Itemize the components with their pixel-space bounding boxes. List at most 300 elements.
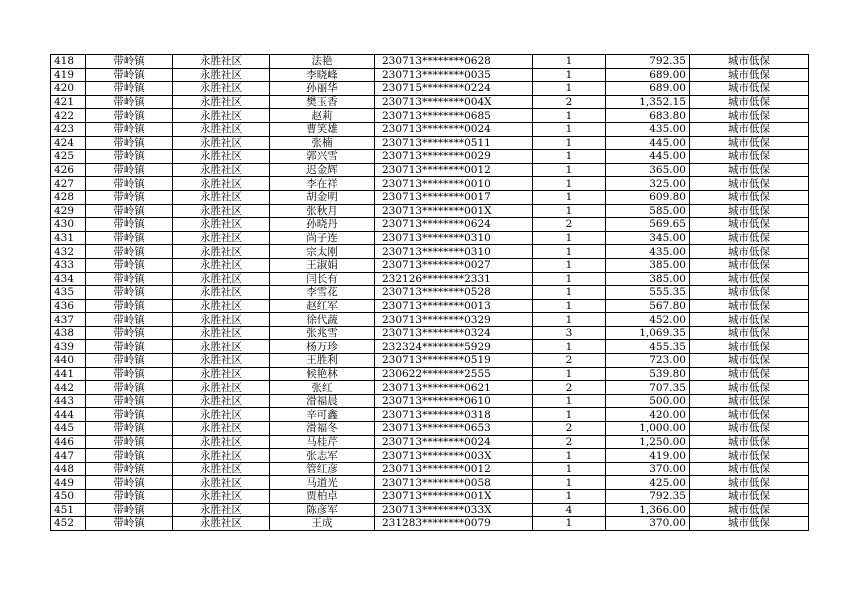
town-cell: 带岭镇 <box>86 109 173 123</box>
row-number-cell: 449 <box>51 476 86 490</box>
category-cell: 城市低保 <box>690 136 809 150</box>
name-cell: 李在祥 <box>270 177 375 191</box>
community-cell: 永胜社区 <box>173 476 270 490</box>
category-cell: 城市低保 <box>690 82 809 96</box>
name-cell: 马道光 <box>270 476 375 490</box>
category-cell: 城市低保 <box>690 367 809 381</box>
table-row <box>51 462 809 476</box>
id-number-cell: 230713********0628 <box>375 55 533 69</box>
town-cell: 带岭镇 <box>86 517 173 531</box>
row-number-cell: 437 <box>51 313 86 327</box>
town-cell: 带岭镇 <box>86 258 173 272</box>
name-cell: 王淑娟 <box>270 258 375 272</box>
table-row <box>51 517 809 531</box>
amount-cell: 567.80 <box>606 299 690 313</box>
amount-cell: 500.00 <box>606 394 690 408</box>
household-size-cell: 1 <box>533 109 606 123</box>
id-number-cell: 230713********0310 <box>375 231 533 245</box>
name-cell: 徐代蔬 <box>270 313 375 327</box>
category-cell: 城市低保 <box>690 258 809 272</box>
category-cell: 城市低保 <box>690 150 809 164</box>
name-cell: 李雪花 <box>270 286 375 300</box>
amount-cell: 385.00 <box>606 272 690 286</box>
category-cell: 城市低保 <box>690 272 809 286</box>
id-number-cell: 230713********0318 <box>375 408 533 422</box>
table-body <box>51 55 809 531</box>
town-cell: 带岭镇 <box>86 82 173 96</box>
town-cell: 带岭镇 <box>86 177 173 191</box>
community-cell: 永胜社区 <box>173 122 270 136</box>
row-number-cell: 419 <box>51 68 86 82</box>
row-number-cell: 425 <box>51 150 86 164</box>
table-row <box>51 313 809 327</box>
table-row <box>51 394 809 408</box>
category-cell: 城市低保 <box>690 422 809 436</box>
community-cell: 永胜社区 <box>173 422 270 436</box>
id-number-cell: 230622********2555 <box>375 367 533 381</box>
id-number-cell: 230713********0624 <box>375 218 533 232</box>
row-number-cell: 420 <box>51 82 86 96</box>
amount-cell: 1,069.35 <box>606 326 690 340</box>
household-size-cell: 1 <box>533 449 606 463</box>
community-cell: 永胜社区 <box>173 245 270 259</box>
town-cell: 带岭镇 <box>86 95 173 109</box>
table-row <box>51 150 809 164</box>
household-size-cell: 1 <box>533 258 606 272</box>
community-cell: 永胜社区 <box>173 408 270 422</box>
table-row <box>51 299 809 313</box>
town-cell: 带岭镇 <box>86 394 173 408</box>
community-cell: 永胜社区 <box>173 163 270 177</box>
table-row <box>51 435 809 449</box>
community-cell: 永胜社区 <box>173 82 270 96</box>
id-number-cell: 230713********0012 <box>375 462 533 476</box>
row-number-cell: 423 <box>51 122 86 136</box>
household-size-cell: 1 <box>533 204 606 218</box>
name-cell: 张红 <box>270 381 375 395</box>
amount-cell: 445.00 <box>606 136 690 150</box>
id-number-cell: 230713********0610 <box>375 394 533 408</box>
amount-cell: 792.35 <box>606 55 690 69</box>
table-row <box>51 490 809 504</box>
table-row <box>51 109 809 123</box>
category-cell: 城市低保 <box>690 462 809 476</box>
category-cell: 城市低保 <box>690 449 809 463</box>
id-number-cell: 230713********0010 <box>375 177 533 191</box>
household-size-cell: 1 <box>533 136 606 150</box>
amount-cell: 1,000.00 <box>606 422 690 436</box>
id-number-cell: 230713********0027 <box>375 258 533 272</box>
amount-cell: 425.00 <box>606 476 690 490</box>
name-cell: 郭兴雪 <box>270 150 375 164</box>
category-cell: 城市低保 <box>690 163 809 177</box>
town-cell: 带岭镇 <box>86 462 173 476</box>
category-cell: 城市低保 <box>690 313 809 327</box>
community-cell: 永胜社区 <box>173 136 270 150</box>
category-cell: 城市低保 <box>690 204 809 218</box>
household-size-cell: 2 <box>533 95 606 109</box>
community-cell: 永胜社区 <box>173 340 270 354</box>
name-cell: 马桂芹 <box>270 435 375 449</box>
name-cell: 樊玉香 <box>270 95 375 109</box>
row-number-cell: 451 <box>51 503 86 517</box>
household-size-cell: 2 <box>533 422 606 436</box>
community-cell: 永胜社区 <box>173 272 270 286</box>
row-number-cell: 422 <box>51 109 86 123</box>
name-cell: 闫长有 <box>270 272 375 286</box>
amount-cell: 585.00 <box>606 204 690 218</box>
table-row <box>51 55 809 69</box>
id-number-cell: 230713********0528 <box>375 286 533 300</box>
town-cell: 带岭镇 <box>86 367 173 381</box>
amount-cell: 419.00 <box>606 449 690 463</box>
town-cell: 带岭镇 <box>86 422 173 436</box>
amount-cell: 435.00 <box>606 122 690 136</box>
category-cell: 城市低保 <box>690 55 809 69</box>
table-row <box>51 68 809 82</box>
table-row <box>51 340 809 354</box>
household-size-cell: 1 <box>533 394 606 408</box>
table-row <box>51 326 809 340</box>
household-size-cell: 1 <box>533 490 606 504</box>
amount-cell: 370.00 <box>606 462 690 476</box>
name-cell: 管红彦 <box>270 462 375 476</box>
category-cell: 城市低保 <box>690 394 809 408</box>
table-row <box>51 381 809 395</box>
household-size-cell: 1 <box>533 245 606 259</box>
amount-cell: 707.35 <box>606 381 690 395</box>
id-number-cell: 230713********0621 <box>375 381 533 395</box>
row-number-cell: 435 <box>51 286 86 300</box>
household-size-cell: 1 <box>533 163 606 177</box>
name-cell: 陈彦军 <box>270 503 375 517</box>
household-size-cell: 1 <box>533 122 606 136</box>
community-cell: 永胜社区 <box>173 299 270 313</box>
table-row <box>51 286 809 300</box>
category-cell: 城市低保 <box>690 122 809 136</box>
row-number-cell: 438 <box>51 326 86 340</box>
category-cell: 城市低保 <box>690 503 809 517</box>
name-cell: 候艳林 <box>270 367 375 381</box>
row-number-cell: 424 <box>51 136 86 150</box>
id-number-cell: 230713********0329 <box>375 313 533 327</box>
community-cell: 永胜社区 <box>173 394 270 408</box>
community-cell: 永胜社区 <box>173 354 270 368</box>
category-cell: 城市低保 <box>690 95 809 109</box>
household-size-cell: 1 <box>533 462 606 476</box>
household-size-cell: 1 <box>533 476 606 490</box>
row-number-cell: 442 <box>51 381 86 395</box>
household-size-cell: 1 <box>533 82 606 96</box>
id-number-cell: 230713********001X <box>375 204 533 218</box>
table-row <box>51 367 809 381</box>
amount-cell: 1,250.00 <box>606 435 690 449</box>
id-number-cell: 230713********0310 <box>375 245 533 259</box>
amount-cell: 385.00 <box>606 258 690 272</box>
town-cell: 带岭镇 <box>86 340 173 354</box>
table-row <box>51 408 809 422</box>
household-size-cell: 1 <box>533 367 606 381</box>
community-cell: 永胜社区 <box>173 449 270 463</box>
id-number-cell: 230713********0035 <box>375 68 533 82</box>
category-cell: 城市低保 <box>690 218 809 232</box>
category-cell: 城市低保 <box>690 299 809 313</box>
town-cell: 带岭镇 <box>86 190 173 204</box>
community-cell: 永胜社区 <box>173 231 270 245</box>
household-size-cell: 1 <box>533 299 606 313</box>
category-cell: 城市低保 <box>690 109 809 123</box>
id-number-cell: 230713********0685 <box>375 109 533 123</box>
community-cell: 永胜社区 <box>173 258 270 272</box>
id-number-cell: 230713********0519 <box>375 354 533 368</box>
household-size-cell: 1 <box>533 190 606 204</box>
name-cell: 王胜利 <box>270 354 375 368</box>
table-row <box>51 204 809 218</box>
amount-cell: 609.80 <box>606 190 690 204</box>
id-number-cell: 230713********003X <box>375 449 533 463</box>
community-cell: 永胜社区 <box>173 503 270 517</box>
row-number-cell: 444 <box>51 408 86 422</box>
community-cell: 永胜社区 <box>173 313 270 327</box>
row-number-cell: 421 <box>51 95 86 109</box>
category-cell: 城市低保 <box>690 326 809 340</box>
table-row <box>51 245 809 259</box>
town-cell: 带岭镇 <box>86 476 173 490</box>
name-cell: 辛可鑫 <box>270 408 375 422</box>
table-row <box>51 163 809 177</box>
row-number-cell: 436 <box>51 299 86 313</box>
name-cell: 张兆雪 <box>270 326 375 340</box>
town-cell: 带岭镇 <box>86 326 173 340</box>
row-number-cell: 452 <box>51 517 86 531</box>
household-size-cell: 1 <box>533 313 606 327</box>
category-cell: 城市低保 <box>690 476 809 490</box>
id-number-cell: 230713********033X <box>375 503 533 517</box>
row-number-cell: 429 <box>51 204 86 218</box>
amount-cell: 539.80 <box>606 367 690 381</box>
household-size-cell: 1 <box>533 55 606 69</box>
amount-cell: 452.00 <box>606 313 690 327</box>
name-cell: 王成 <box>270 517 375 531</box>
community-cell: 永胜社区 <box>173 68 270 82</box>
amount-cell: 683.80 <box>606 109 690 123</box>
amount-cell: 420.00 <box>606 408 690 422</box>
id-number-cell: 230713********0058 <box>375 476 533 490</box>
household-size-cell: 2 <box>533 435 606 449</box>
household-size-cell: 4 <box>533 503 606 517</box>
table-row <box>51 231 809 245</box>
row-number-cell: 431 <box>51 231 86 245</box>
name-cell: 赵莉 <box>270 109 375 123</box>
household-size-cell: 1 <box>533 408 606 422</box>
category-cell: 城市低保 <box>690 68 809 82</box>
name-cell: 法艳 <box>270 55 375 69</box>
table-row <box>51 449 809 463</box>
name-cell: 胡金明 <box>270 190 375 204</box>
id-number-cell: 231283********0079 <box>375 517 533 531</box>
town-cell: 带岭镇 <box>86 204 173 218</box>
id-number-cell: 230713********001X <box>375 490 533 504</box>
household-size-cell: 2 <box>533 354 606 368</box>
amount-cell: 792.35 <box>606 490 690 504</box>
row-number-cell: 447 <box>51 449 86 463</box>
table-row <box>51 177 809 191</box>
id-number-cell: 230713********0324 <box>375 326 533 340</box>
id-number-cell: 230713********0017 <box>375 190 533 204</box>
household-size-cell: 1 <box>533 177 606 191</box>
table-row <box>51 272 809 286</box>
name-cell: 滑福晨 <box>270 394 375 408</box>
community-cell: 永胜社区 <box>173 367 270 381</box>
id-number-cell: 230713********0024 <box>375 435 533 449</box>
household-size-cell: 1 <box>533 272 606 286</box>
community-cell: 永胜社区 <box>173 190 270 204</box>
id-number-cell: 230713********0013 <box>375 299 533 313</box>
name-cell: 滑福冬 <box>270 422 375 436</box>
name-cell: 尚子连 <box>270 231 375 245</box>
town-cell: 带岭镇 <box>86 354 173 368</box>
category-cell: 城市低保 <box>690 408 809 422</box>
name-cell: 杨万珍 <box>270 340 375 354</box>
town-cell: 带岭镇 <box>86 55 173 69</box>
id-number-cell: 230713********0653 <box>375 422 533 436</box>
town-cell: 带岭镇 <box>86 231 173 245</box>
household-size-cell: 1 <box>533 150 606 164</box>
community-cell: 永胜社区 <box>173 177 270 191</box>
table-row <box>51 82 809 96</box>
amount-cell: 345.00 <box>606 231 690 245</box>
community-cell: 永胜社区 <box>173 218 270 232</box>
amount-cell: 723.00 <box>606 354 690 368</box>
row-number-cell: 443 <box>51 394 86 408</box>
town-cell: 带岭镇 <box>86 272 173 286</box>
town-cell: 带岭镇 <box>86 136 173 150</box>
community-cell: 永胜社区 <box>173 95 270 109</box>
amount-cell: 325.00 <box>606 177 690 191</box>
town-cell: 带岭镇 <box>86 449 173 463</box>
name-cell: 曹笑雄 <box>270 122 375 136</box>
category-cell: 城市低保 <box>690 381 809 395</box>
id-number-cell: 232324********5929 <box>375 340 533 354</box>
table-row <box>51 354 809 368</box>
row-number-cell: 439 <box>51 340 86 354</box>
category-cell: 城市低保 <box>690 354 809 368</box>
name-cell: 孙晓丹 <box>270 218 375 232</box>
table-row <box>51 136 809 150</box>
category-cell: 城市低保 <box>690 286 809 300</box>
community-cell: 永胜社区 <box>173 490 270 504</box>
name-cell: 贾柏卓 <box>270 490 375 504</box>
household-size-cell: 1 <box>533 517 606 531</box>
name-cell: 赵红军 <box>270 299 375 313</box>
name-cell: 李晓峰 <box>270 68 375 82</box>
town-cell: 带岭镇 <box>86 68 173 82</box>
community-cell: 永胜社区 <box>173 109 270 123</box>
community-cell: 永胜社区 <box>173 286 270 300</box>
row-number-cell: 428 <box>51 190 86 204</box>
community-cell: 永胜社区 <box>173 462 270 476</box>
id-number-cell: 230713********0029 <box>375 150 533 164</box>
community-cell: 永胜社区 <box>173 150 270 164</box>
row-number-cell: 446 <box>51 435 86 449</box>
community-cell: 永胜社区 <box>173 517 270 531</box>
table-row <box>51 422 809 436</box>
row-number-cell: 433 <box>51 258 86 272</box>
amount-cell: 555.35 <box>606 286 690 300</box>
community-cell: 永胜社区 <box>173 435 270 449</box>
community-cell: 永胜社区 <box>173 204 270 218</box>
row-number-cell: 441 <box>51 367 86 381</box>
category-cell: 城市低保 <box>690 435 809 449</box>
town-cell: 带岭镇 <box>86 163 173 177</box>
household-size-cell: 1 <box>533 231 606 245</box>
id-number-cell: 230715********0224 <box>375 82 533 96</box>
name-cell: 张楠 <box>270 136 375 150</box>
table-row <box>51 122 809 136</box>
community-cell: 永胜社区 <box>173 55 270 69</box>
amount-cell: 370.00 <box>606 517 690 531</box>
category-cell: 城市低保 <box>690 340 809 354</box>
row-number-cell: 432 <box>51 245 86 259</box>
community-cell: 永胜社区 <box>173 326 270 340</box>
town-cell: 带岭镇 <box>86 245 173 259</box>
amount-cell: 689.00 <box>606 82 690 96</box>
town-cell: 带岭镇 <box>86 150 173 164</box>
amount-cell: 455.35 <box>606 340 690 354</box>
id-number-cell: 230713********0024 <box>375 122 533 136</box>
household-size-cell: 2 <box>533 381 606 395</box>
household-size-cell: 3 <box>533 326 606 340</box>
household-size-cell: 1 <box>533 340 606 354</box>
town-cell: 带岭镇 <box>86 218 173 232</box>
category-cell: 城市低保 <box>690 245 809 259</box>
name-cell: 宗太刚 <box>270 245 375 259</box>
category-cell: 城市低保 <box>690 517 809 531</box>
town-cell: 带岭镇 <box>86 299 173 313</box>
name-cell: 迟金辉 <box>270 163 375 177</box>
town-cell: 带岭镇 <box>86 122 173 136</box>
town-cell: 带岭镇 <box>86 435 173 449</box>
amount-cell: 445.00 <box>606 150 690 164</box>
row-number-cell: 426 <box>51 163 86 177</box>
table-row <box>51 258 809 272</box>
town-cell: 带岭镇 <box>86 313 173 327</box>
amount-cell: 365.00 <box>606 163 690 177</box>
table-row <box>51 95 809 109</box>
category-cell: 城市低保 <box>690 231 809 245</box>
id-number-cell: 230713********004X <box>375 95 533 109</box>
town-cell: 带岭镇 <box>86 381 173 395</box>
row-number-cell: 434 <box>51 272 86 286</box>
amount-cell: 1,352.15 <box>606 95 690 109</box>
table-row <box>51 503 809 517</box>
row-number-cell: 445 <box>51 422 86 436</box>
town-cell: 带岭镇 <box>86 503 173 517</box>
amount-cell: 689.00 <box>606 68 690 82</box>
category-cell: 城市低保 <box>690 177 809 191</box>
id-number-cell: 230713********0511 <box>375 136 533 150</box>
row-number-cell: 430 <box>51 218 86 232</box>
amount-cell: 1,366.00 <box>606 503 690 517</box>
name-cell: 张志军 <box>270 449 375 463</box>
amount-cell: 435.00 <box>606 245 690 259</box>
household-size-cell: 1 <box>533 68 606 82</box>
table-row <box>51 218 809 232</box>
id-number-cell: 232126********2331 <box>375 272 533 286</box>
name-cell: 张秋月 <box>270 204 375 218</box>
category-cell: 城市低保 <box>690 490 809 504</box>
data-table <box>50 54 809 531</box>
